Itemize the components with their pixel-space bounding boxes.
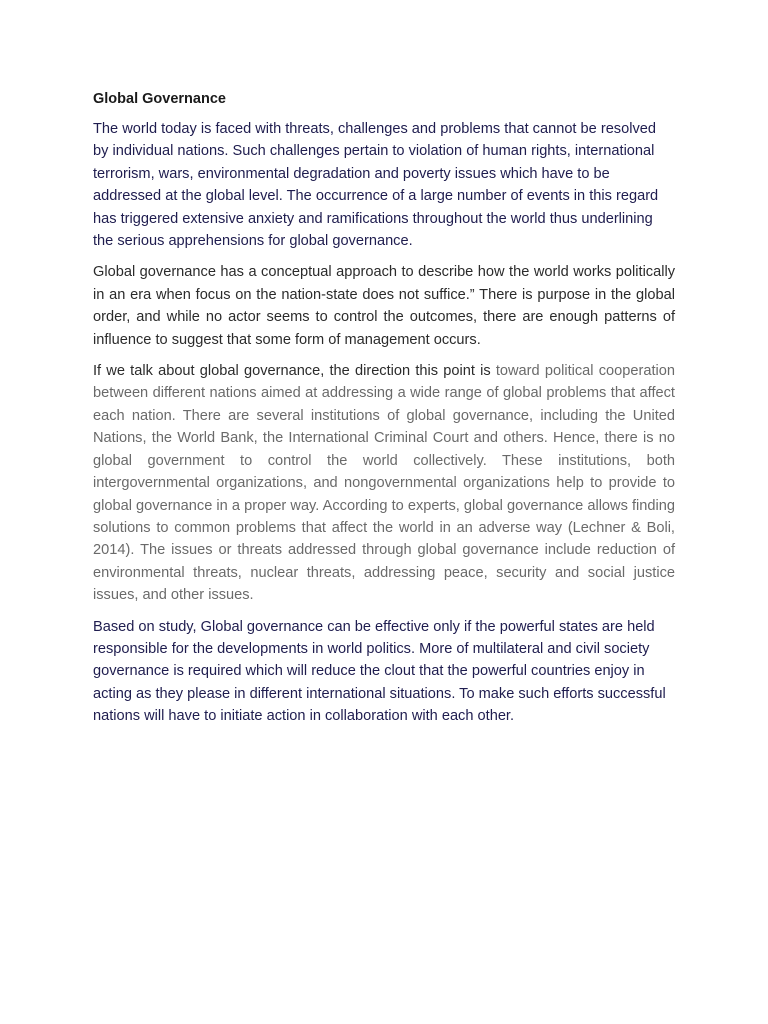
- paragraph-institutions-lead: If we talk about global governance, the direction this point is: [93, 363, 496, 380]
- paragraph-concept: Global governance has a conceptual approach to describe how the world works politically in an era when focus on the nation-state does not suffice.” There is purpose in the global order, and while no actor seems to control the outcomes, there are enough patterns of influence to suggest that some form of management occurs.: [93, 264, 675, 348]
- paragraph-institutions: [93, 360, 675, 606]
- paragraph-intro: The world today is faced with threats, challenges and problems that cannot be resolved by individual nations. Such challenges pertain to violation of human rights, international terrorism, wars, environmental degradation and poverty issues which have to be addressed at the global level. The occurrence of a large number of events in this regard has triggered extensive anxiety and ramifications throughout the world thus underlining the serious apprehensions for global governance.: [93, 121, 659, 250]
- document-body: [93, 88, 675, 737]
- paragraph-conclusion: Based on study, Global governance can be effective only if the powerful states are held responsible for the developments in world politics. More of multilateral and civil society governance is required which will reduce the clout that the powerful countries enjoy in acting as they please in different international situations. To make such efforts successful nations will have to initiate action in collaboration with each other.: [93, 618, 666, 725]
- document-title: Global Governance: [93, 91, 226, 107]
- paragraph-institutions-body: toward political cooperation between different nations aimed at addressing a wide range of global problems that affect each nation. There are several institutions of global governance, including the United Nations, the World Bank, the International Criminal Court and others. Hence, there is no global government to control the world collectively. These institutions, both intergovernmental organizations, and nongovernmental organizations help to provide to global governance in a proper way. According to experts, global governance allows finding solutions to common problems that affect the world in an adverse way (Lechner & Boli, 2014). The issues or threats addressed through global governance include reduction of environmental threats, nuclear threats, addressing peace, security and social justice issues, and other issues.: [93, 363, 675, 604]
